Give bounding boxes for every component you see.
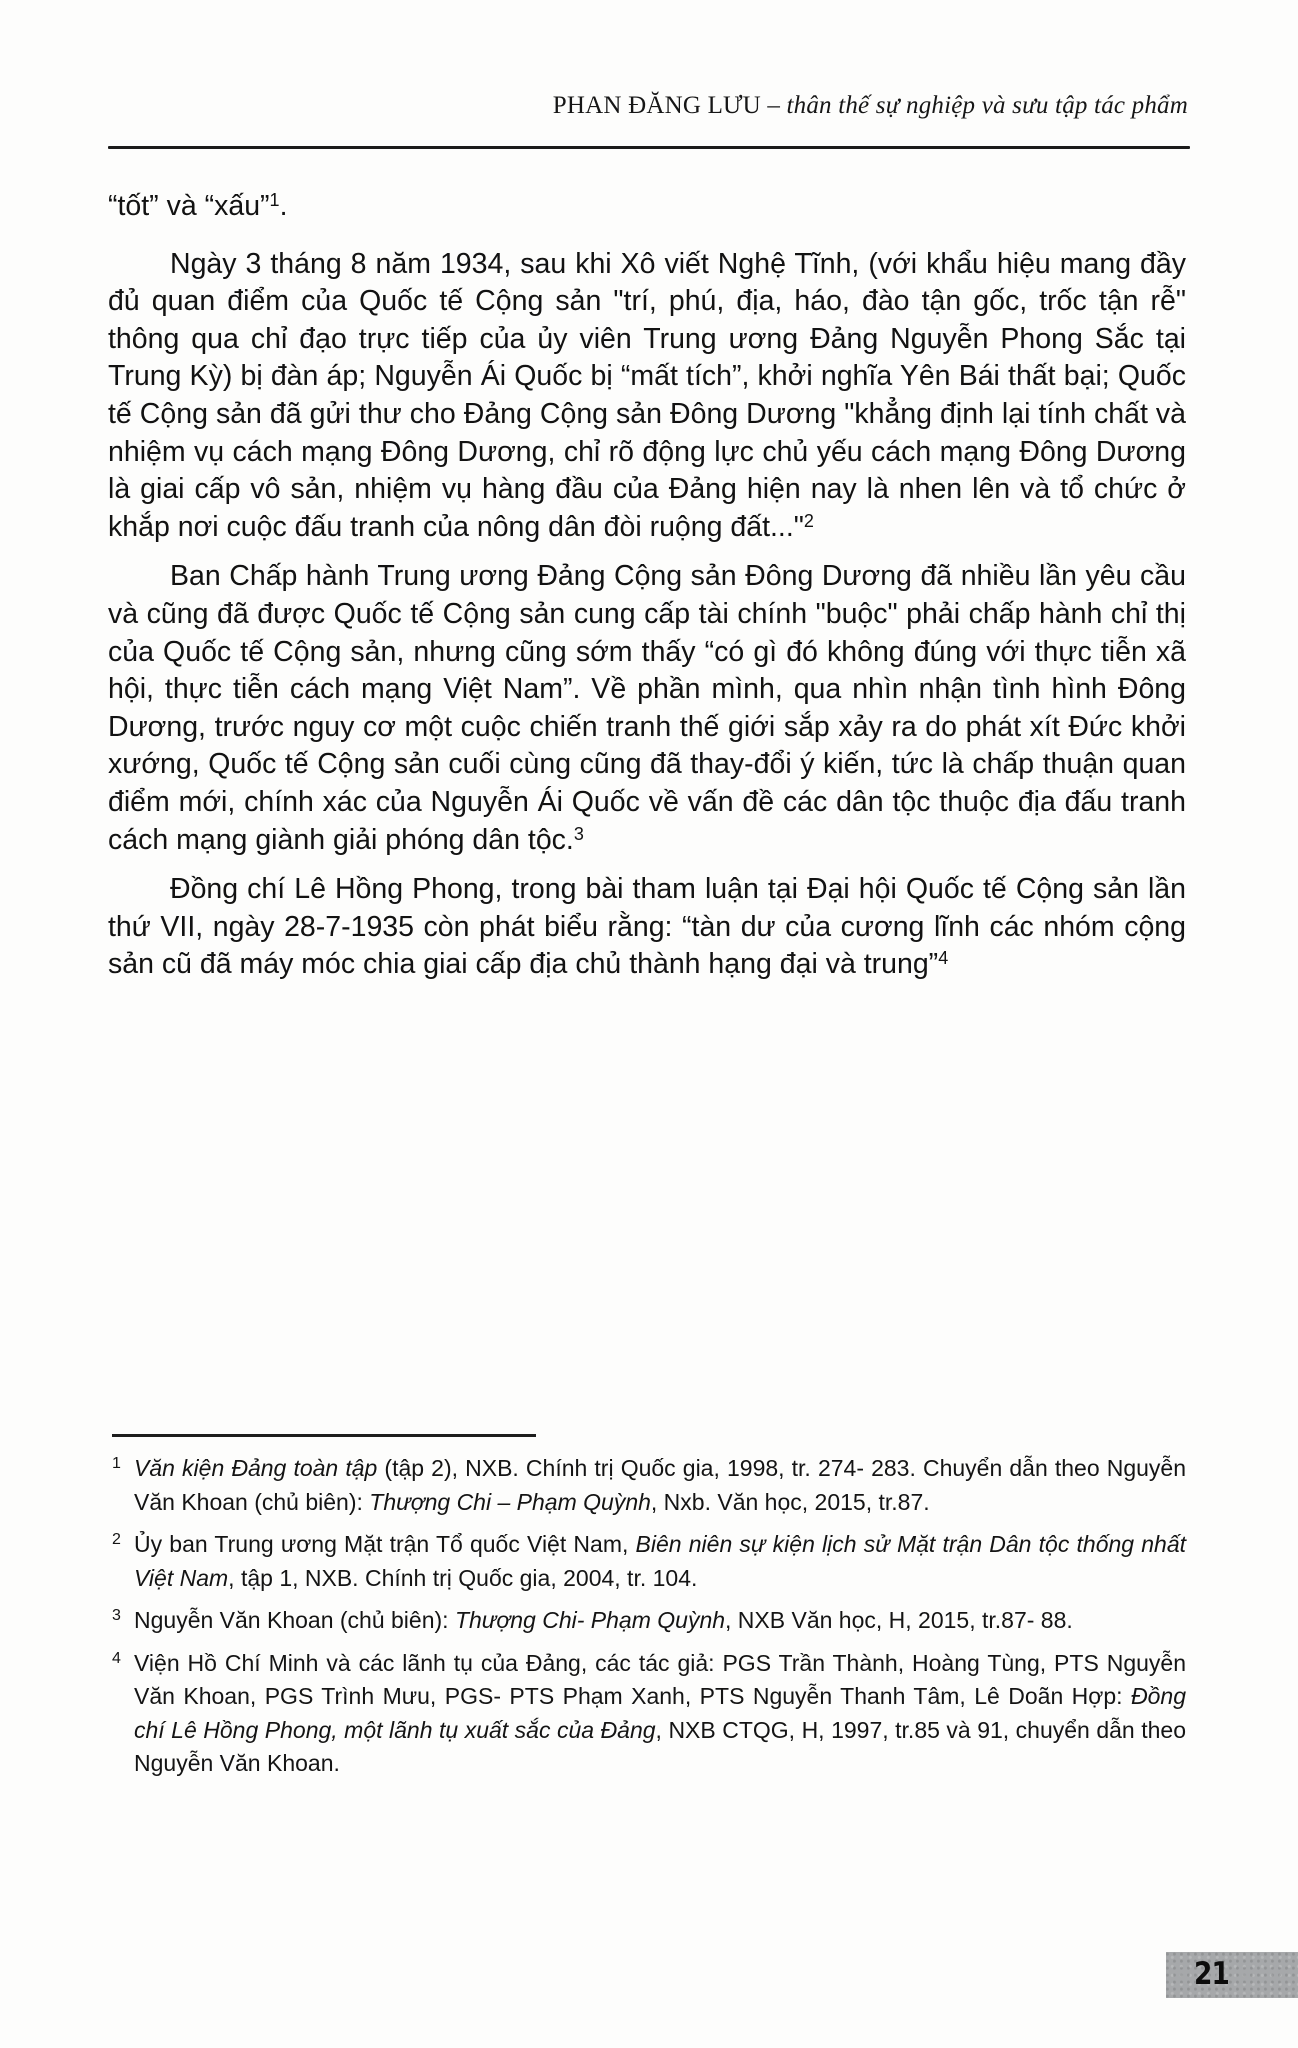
body-text (108, 188, 1186, 984)
footnote-number: 3 (112, 1607, 121, 1624)
paragraph-text: “tốt” và “xấu” (108, 190, 270, 222)
footnote-part: , NXB Văn học, H, 2015, tr.87- 88. (725, 1607, 1073, 1633)
footnote (112, 1528, 1186, 1595)
footnote-rule (112, 1434, 536, 1437)
footnote-part: Đồng chí Lê Hồng Phong, một lãnh tụ xuất sắc của Đảng (134, 1683, 1186, 1743)
footnote-part: Biên niên sự kiện lịch sử Mặt trận Dân tộc thống nhất Việt Nam (134, 1531, 1187, 1591)
footnote (112, 1647, 1186, 1781)
footnote-ref[interactable]: 2 (803, 510, 814, 531)
book-title: PHAN ĐĂNG LƯU (552, 92, 761, 119)
footnote-part: Viện Hồ Chí Minh và các lãnh tụ của Đảng, các tác giả: PGS Trần Thành, Hoàng Tùng, PTS Nguyễn Văn Khoan, PGS Trình Mưu, PGS- PTS Phạm Xanh, PTS Nguyễn Thanh Tâm, Lê Doãn Hợp: (134, 1649, 1186, 1709)
footnote-ref[interactable]: 1 (269, 190, 280, 210)
page-number: 21 (1194, 1956, 1229, 1992)
page-number-tab (1166, 1952, 1298, 1998)
paragraph-text: Ban Chấp hành Trung ương Đảng Cộng sản Đông Dương đã nhiều lần yêu cầu và cũng đã được Quốc tế Cộng sản cung cấp tài chính "buộc" phải chấp hành chỉ thị của Quốc tế Cộng sản, nhưng cũng sớm thấy “có gì đó không đúng với thực tiễn xã hội, thực tiễn cách mạng Việt Nam”. Về phần mình, qua nhìn nhận tình hình Đông Dương, trước nguy cơ một cuộc chiến tranh thế giới sắp xảy ra do phát xít Đức khởi xướng, Quốc tế Cộng sản cuối cùng cũng đã thay-đổi ý kiến, tức là chấp thuận quan điểm mới, chính xác của Nguyễn Ái Quốc về vấn đề các dân tộc thuộc địa đấu tranh cách mạng giành giải phóng dân tộc. (108, 560, 1186, 856)
footnote-part: Văn kiện Đảng toàn tập (134, 1455, 378, 1481)
footnote (112, 1604, 1186, 1638)
paragraph-text: Đồng chí Lê Hồng Phong, trong bài tham luận tại Đại hội Quốc tế Cộng sản lần thứ VII, ngày 28-7-1935 còn phát biểu rằng: “tàn dư của cương lĩnh các nhóm cộng sản cũ đã máy móc chia giai cấp địa chủ thành hạng đại và trung” (108, 873, 1186, 981)
running-head (112, 92, 1188, 120)
paragraph (108, 558, 1186, 859)
title-separator: – (760, 92, 787, 119)
footnote-ref[interactable]: 4 (938, 948, 949, 969)
footnote-part: , tập 1, NXB. Chính trị Quốc gia, 2004, tr. 104. (228, 1564, 698, 1591)
footnotes (112, 1452, 1186, 1790)
paragraph (108, 246, 1186, 547)
header-rule (108, 146, 1190, 149)
footnote-part: Nguyễn Văn Khoan (chủ biên): (134, 1607, 455, 1633)
footnote-number: 2 (112, 1531, 121, 1548)
footnote-part: Thượng Chi – Phạm Quỳnh (369, 1488, 651, 1515)
footnote (112, 1452, 1186, 1519)
footnote-part: , Nxb. Văn học, 2015, tr.87. (650, 1488, 930, 1515)
footnote-ref[interactable]: 3 (573, 823, 584, 844)
footnote-part: Ủy ban Trung ương Mặt trận Tổ quốc Việt Nam, (134, 1531, 636, 1557)
footnote-part: (tập 2), NXB. Chính trị Quốc gia, 1998, tr. 274- 283. Chuyển dẫn theo Nguyễn Văn Khoan (chủ biên): (134, 1455, 1187, 1515)
footnote-part: , NXB CTQG, H, 1997, tr.85 và 91, chuyển dẫn theo Nguyễn Văn Khoan. (134, 1716, 1186, 1776)
footnote-number: 4 (112, 1649, 121, 1667)
paragraph (108, 871, 1186, 984)
footnote-number: 1 (112, 1455, 121, 1472)
footnote-part: Thượng Chi- Phạm Quỳnh (454, 1607, 726, 1633)
paragraph (108, 188, 1186, 226)
paragraph-tail: . (279, 190, 288, 222)
book-subtitle: thân thế sự nghiệp và sưu tập tác phẩm (786, 92, 1188, 119)
paragraph-text: Ngày 3 tháng 8 năm 1934, sau khi Xô viết Nghệ Tĩnh, (với khẩu hiệu mang đầy đủ quan điểm của Quốc tế Cộng sản "trí, phú, địa, háo, đào tận gốc, trốc tận rễ" thông qua chỉ đạo trực tiếp của ủy viên Trung ương Đảng Nguyễn Phong Sắc tại Trung Kỳ) bị đàn áp; Nguyễn Ái Quốc bị “mất tích”, khởi nghĩa Yên Bái thất bại; Quốc tế Cộng sản đã gửi thư cho Đảng Cộng sản Đông Dương "khẳng định lại tính chất và nhiệm vụ cách mạng Đông Dương, chỉ rõ động lực chủ yếu cách mạng Đông Dương là giai cấp vô sản, nhiệm vụ hàng đầu của Đảng hiện nay là nhen lên và tổ chức ở khắp nơi cuộc đấu tranh của nông dân đòi ruộng đất..." (108, 247, 1186, 543)
